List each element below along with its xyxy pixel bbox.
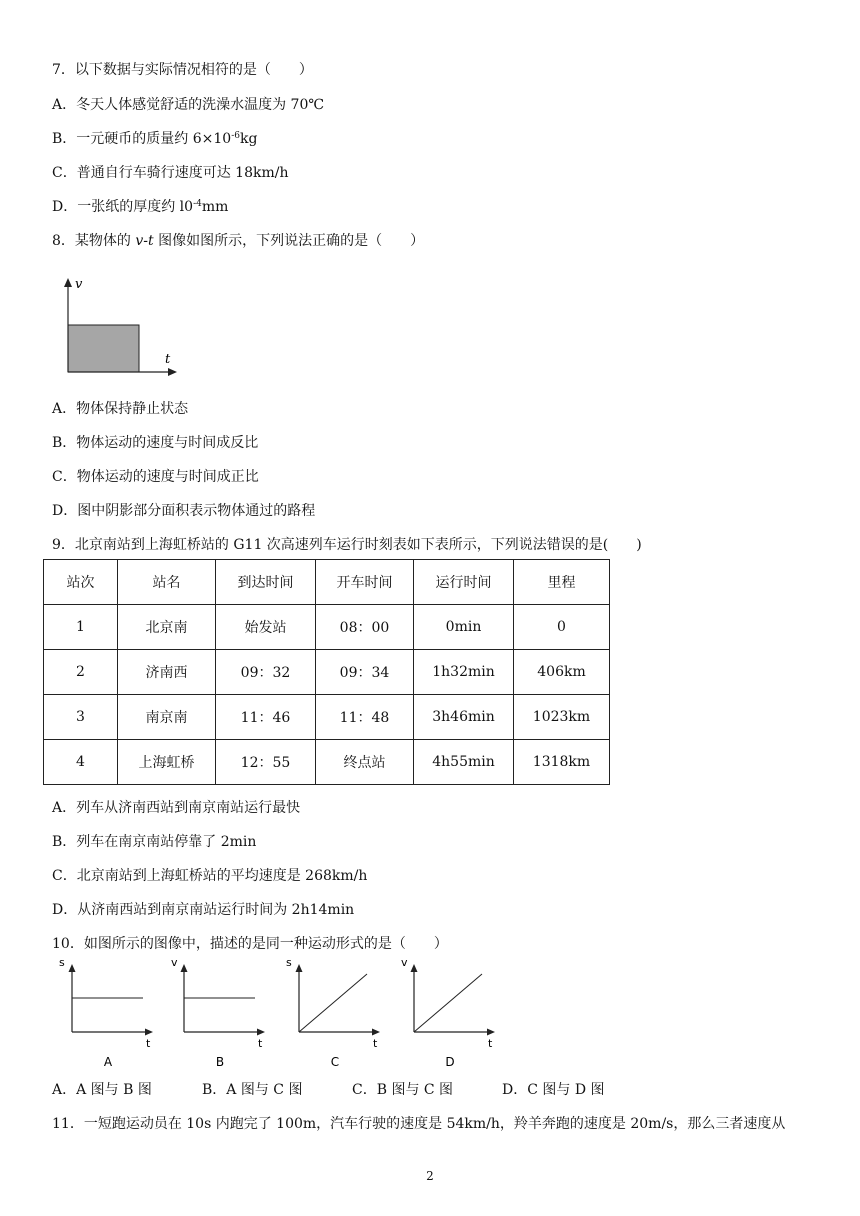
x-axis-arrow: [257, 1029, 265, 1036]
x-axis-arrow: [145, 1029, 153, 1036]
q9-option-d: D．从济南西站到南京南站运行时间为 2h14min: [52, 902, 355, 918]
q7-stem: 7．以下数据与实际情况相符的是（ ）: [52, 62, 313, 78]
table-header-cell: 运行时间: [414, 560, 514, 605]
y-axis-label: s: [59, 956, 65, 969]
q7-option-d: D．一张纸的厚度约 $l0^{-4}mm$: [52, 199, 229, 215]
y-axis-label: v: [171, 956, 178, 969]
q10-graph-b: [167, 952, 277, 1074]
q10-option-d: D．C 图与 D 图: [502, 1082, 605, 1098]
table-cell: 2: [44, 650, 118, 695]
table-cell: 北京南: [118, 605, 216, 650]
table-cell: 1h32min: [414, 650, 514, 695]
graph-caption: B: [215, 1055, 225, 1069]
graph-line: [299, 974, 367, 1032]
q8-vt-graph: [55, 275, 185, 380]
table-cell: 上海虹桥: [118, 740, 216, 785]
x-axis-label: t: [146, 1037, 151, 1050]
q8-option-c: C．物体运动的速度与时间成正比: [52, 469, 259, 485]
table-cell: 406km: [514, 650, 610, 695]
timetable: [43, 559, 610, 785]
table-header-cell: 站次: [44, 560, 118, 605]
table-cell: 4: [44, 740, 118, 785]
q7-option-c: C．普通自行车骑行速度可达 18km/h: [52, 165, 289, 181]
q8-option-a: A．物体保持静止状态: [52, 401, 189, 417]
x-axis-label: t: [373, 1037, 378, 1050]
y-axis-label: s: [286, 956, 292, 969]
table-row: [44, 650, 610, 695]
x-axis-arrow: [372, 1029, 380, 1036]
table-cell: 南京南: [118, 695, 216, 740]
q10-stem: 10．如图所示的图像中，描述的是同一种运动形式的是（ ）: [52, 936, 448, 952]
x-axis-label: t: [488, 1037, 493, 1050]
q9-option-a: A．列车从济南西站到南京南站运行最快: [52, 800, 301, 816]
table-cell: 11：46: [216, 695, 316, 740]
q9-stem: 9．北京南站到上海虹桥站的 G11 次高速列车运行时刻表如下表所示，下列说法错误的是( ): [52, 537, 642, 553]
page-number: 2: [426, 1169, 434, 1183]
q8-option-d: D．图中阴影部分面积表示物体通过的路程: [52, 503, 316, 519]
table-cell: 09：32: [216, 650, 316, 695]
q9-option-c: C．北京南站到上海虹桥站的平均速度是 268km/h: [52, 868, 368, 884]
y-axis-arrow: [181, 964, 188, 972]
table-cell: 1: [44, 605, 118, 650]
q9-option-b: B．列车在南京南站停靠了 2min: [52, 834, 257, 850]
table-header-cell: 开车时间: [316, 560, 414, 605]
graph-line: [414, 974, 482, 1032]
y-axis-arrow: [69, 964, 76, 972]
table-cell: 0min: [414, 605, 514, 650]
table-cell: 济南西: [118, 650, 216, 695]
table-cell: 11：48: [316, 695, 414, 740]
table-row: [44, 740, 610, 785]
q10-graph-d: [397, 952, 507, 1074]
q10-graph-c: [282, 952, 392, 1074]
y-axis-arrow: [411, 964, 418, 972]
q10-option-b: B．A 图与 C 图: [202, 1082, 303, 1098]
table-header-cell: 到达时间: [216, 560, 316, 605]
q7-option-a: A．冬天人体感觉舒适的洗澡水温度为 70℃: [52, 97, 325, 113]
x-axis-arrow: [487, 1029, 495, 1036]
graph-caption: D: [445, 1055, 455, 1069]
table-cell: 3: [44, 695, 118, 740]
q7-option-b: B．一元硬币的质量约 $6\times 10^{-6}kg$: [52, 131, 258, 147]
y-axis-arrow: [296, 964, 303, 972]
q10-graph-a: [55, 952, 165, 1074]
q8-x-label: t: [165, 352, 171, 367]
table-cell: 0: [514, 605, 610, 650]
table-cell: 1318km: [514, 740, 610, 785]
q10-option-c: C．B 图与 C 图: [352, 1082, 454, 1098]
q11-stem: 11．一短跑运动员在 10s 内跑完了 100m，汽车行驶的速度是 54km/h，羚羊奔跑的速度是 20m/s，那么三者速度从: [52, 1116, 786, 1132]
table-cell: 始发站: [216, 605, 316, 650]
y-axis-label: v: [401, 956, 408, 969]
table-cell: 终点站: [316, 740, 414, 785]
table-cell: 09：34: [316, 650, 414, 695]
table-header-cell: 里程: [514, 560, 610, 605]
q8-shaded-area: [68, 325, 139, 372]
table-cell: 12：55: [216, 740, 316, 785]
timetable-header-row: [44, 560, 610, 605]
table-row: [44, 605, 610, 650]
table-header-cell: 站名: [118, 560, 216, 605]
x-axis-label: t: [258, 1037, 263, 1050]
table-cell: 4h55min: [414, 740, 514, 785]
q8-y-label: v: [75, 277, 83, 292]
q10-option-a: A．A 图与 B 图: [52, 1082, 152, 1098]
table-cell: 1023km: [514, 695, 610, 740]
table-cell: 08：00: [316, 605, 414, 650]
q8-stem: 8．某物体的 v-t 图像如图所示，下列说法正确的是（ ）: [52, 233, 425, 249]
table-row: [44, 695, 610, 740]
graph-caption: C: [330, 1055, 340, 1069]
graph-caption: A: [103, 1055, 113, 1069]
table-cell: 3h46min: [414, 695, 514, 740]
q8-option-b: B．物体运动的速度与时间成反比: [52, 435, 259, 451]
